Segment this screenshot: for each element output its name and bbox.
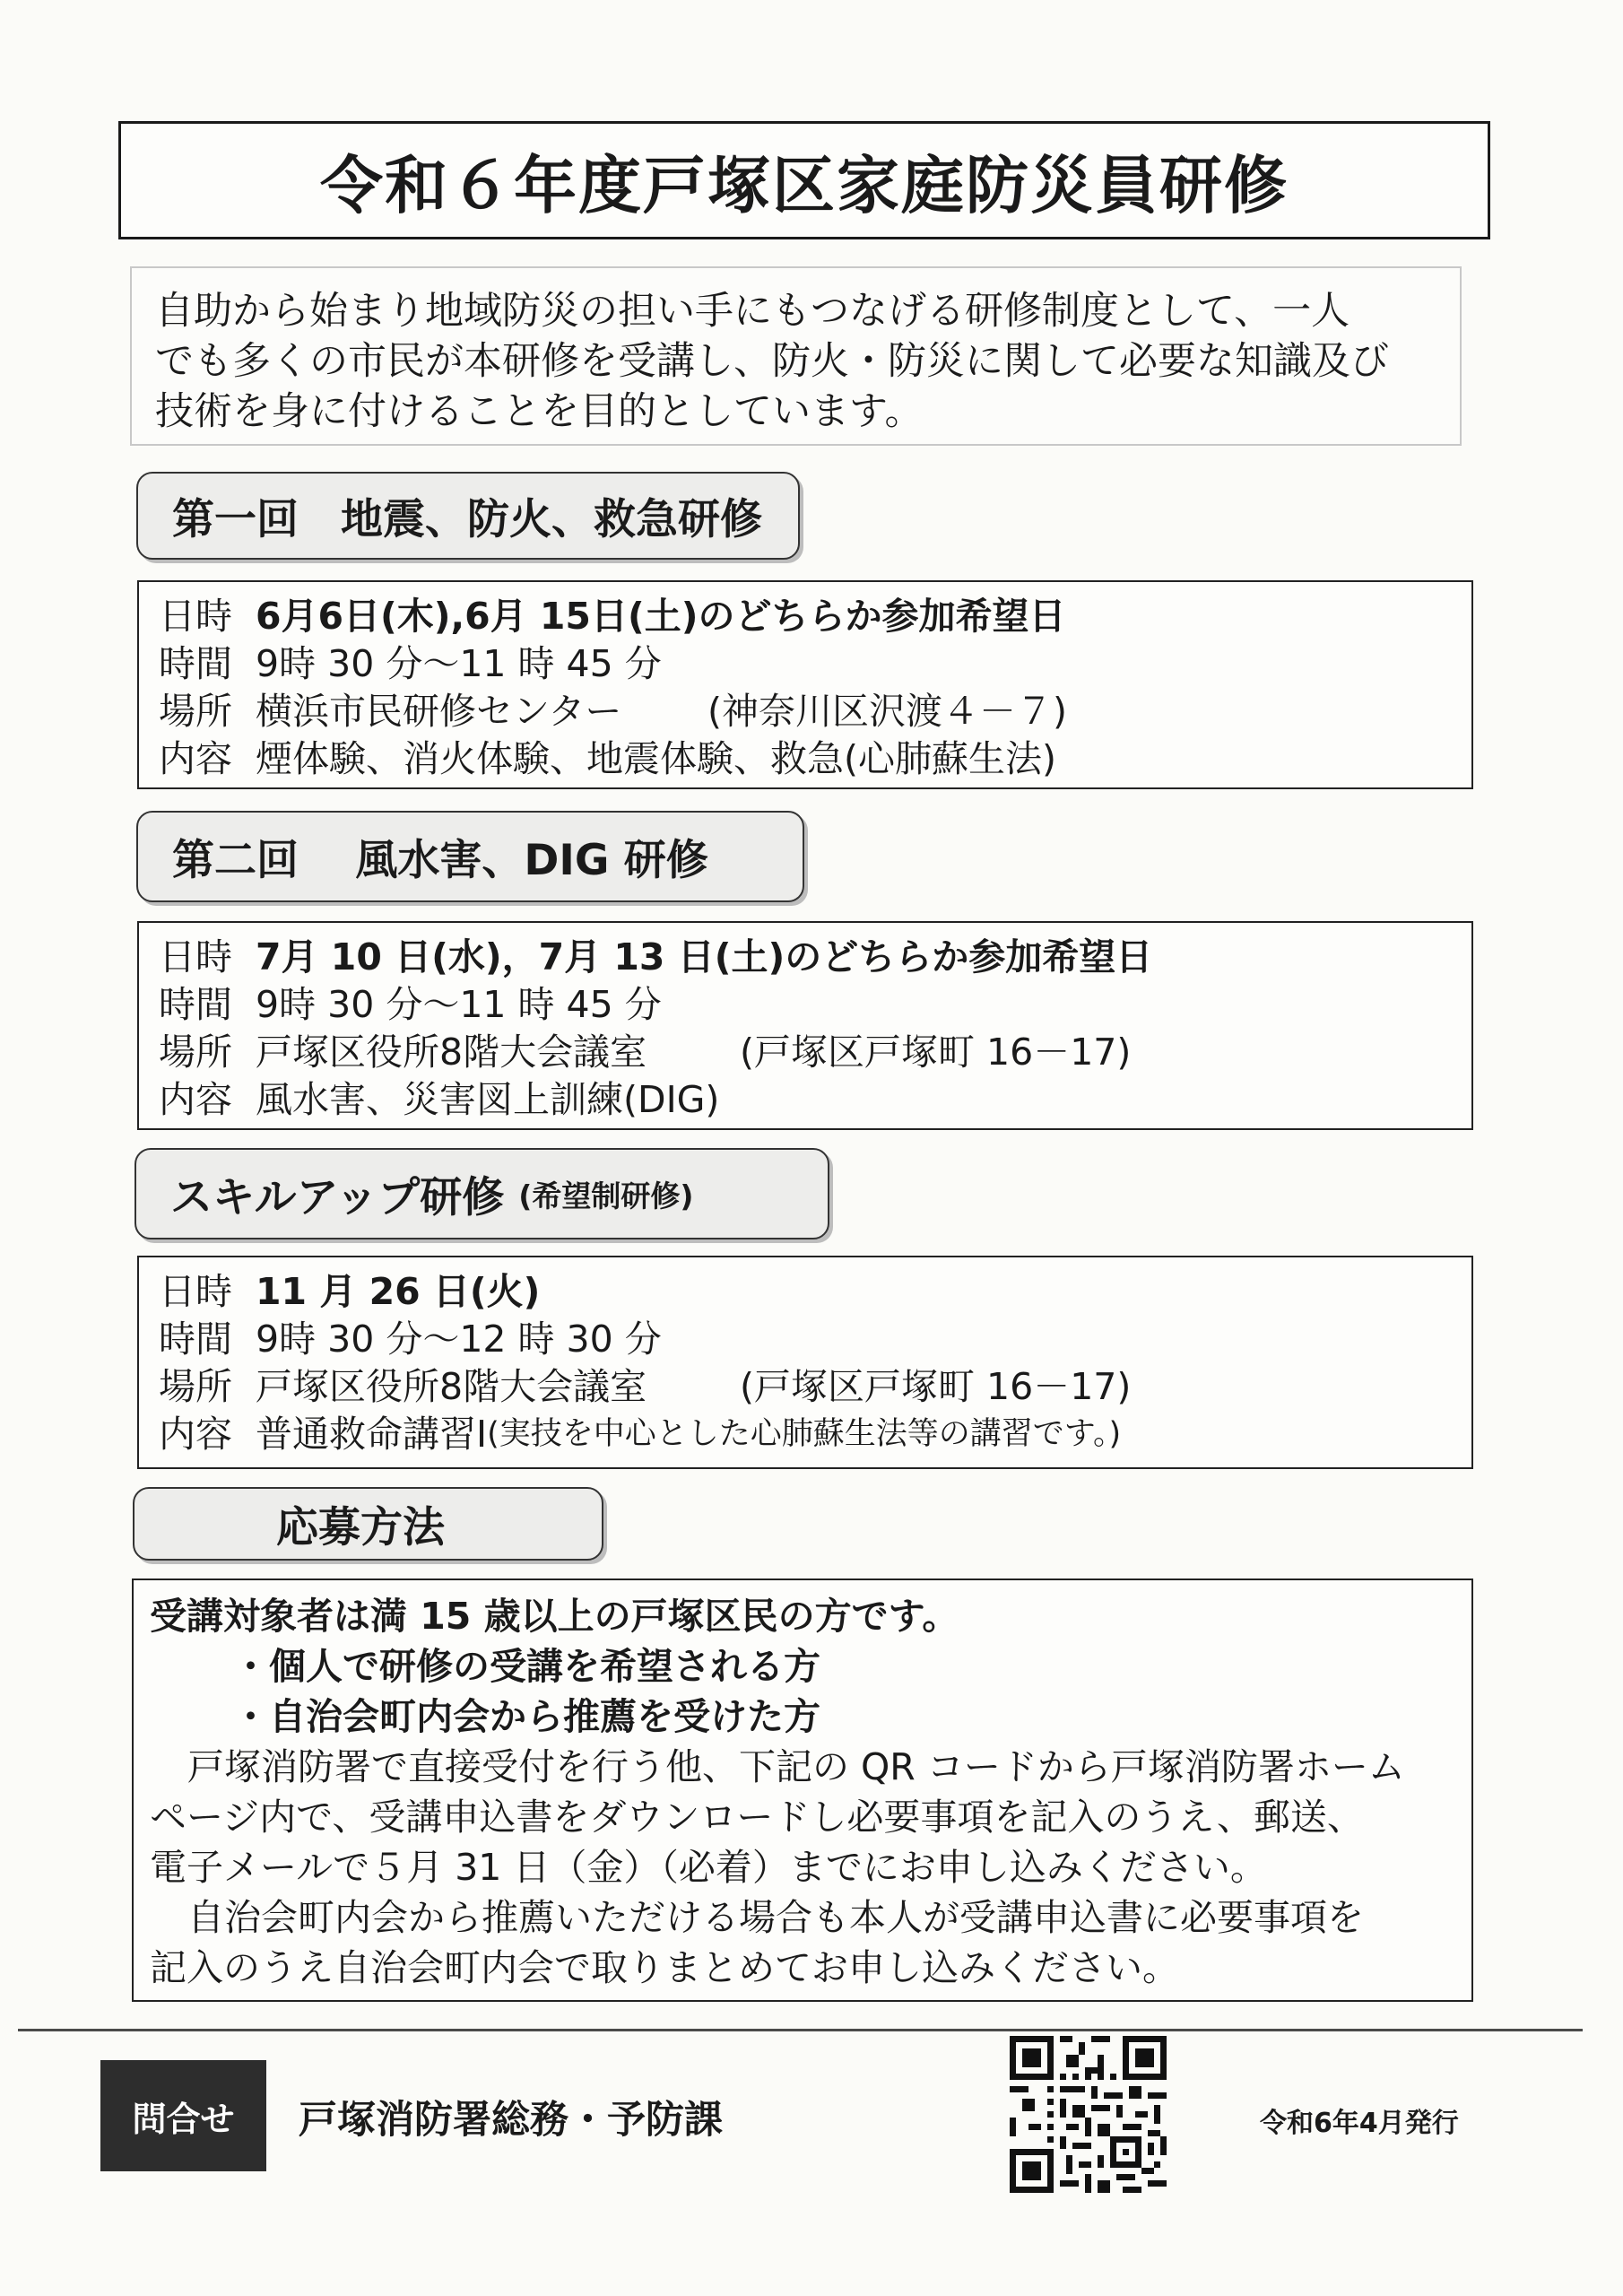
session1-heading-text: 第一回 地震、防火、救急研修: [172, 494, 762, 544]
place-label: 場所: [159, 690, 232, 733]
content-label: 内容: [159, 737, 232, 780]
qr-code-icon[interactable]: [1010, 2036, 1167, 2193]
apply-paragraph-line: 戸塚消防署で直接受付を行う他、下記の QR コードから戸塚消防署ホーム: [187, 1745, 1405, 1788]
session1-time-row: [159, 640, 1471, 688]
apply-heading-text: 応募方法: [276, 1502, 445, 1552]
skillup-place: 戸塚区役所8階大会議室: [256, 1365, 647, 1408]
page-title: 令和６年度戸塚区家庭防災員研修: [320, 148, 1289, 222]
session1-heading: [136, 472, 800, 560]
intro-line: 技術を身に付けることを目的としています。: [155, 389, 924, 434]
session1-content-row: [159, 735, 1471, 783]
session2-address: (戸塚区戸塚町 16－17): [740, 1031, 1132, 1074]
apply-target: 受講対象者は満 15 歳以上の戸塚区民の方です。: [150, 1595, 959, 1638]
time-label: 時間: [159, 1318, 232, 1361]
session2-details: [137, 921, 1473, 1130]
skillup-heading-text: スキルアップ研修: [170, 1172, 505, 1222]
skillup-place-row: [159, 1363, 1471, 1411]
apply-paragraph-line: ページ内で、受講申込書をダウンロードし必要事項を記入のうえ、郵送、: [150, 1796, 1364, 1839]
issue-date: 令和6年4月発行: [1260, 2108, 1459, 2139]
place-label: 場所: [159, 1031, 232, 1074]
intro-line: でも多くの市民が本研修を受講し、防火・防災に関して必要な知識及び: [155, 339, 1389, 384]
date-label: 日時: [159, 935, 232, 978]
intro-box: [130, 266, 1462, 446]
skillup-address: (戸塚区戸塚町 16－17): [740, 1365, 1132, 1408]
date-label: 日時: [159, 1270, 232, 1313]
apply-details: [132, 1578, 1473, 2002]
session1-details: [137, 580, 1473, 789]
apply-bullet: ・自治会町内会から推薦を受けた方: [232, 1695, 820, 1738]
apply-bullet: ・個人で研修の受講を希望される方: [232, 1645, 820, 1688]
session2-time-row: [159, 981, 1471, 1029]
session2-time: 9時 30 分～11 時 45 分: [256, 983, 662, 1026]
skillup-content-row: [159, 1411, 1471, 1458]
skillup-time: 9時 30 分～12 時 30 分: [256, 1318, 662, 1361]
session1-date-row: [159, 593, 1471, 640]
time-label: 時間: [159, 983, 232, 1026]
apply-paragraph-line: 記入のうえ自治会町内会で取りまとめてお申し込みください。: [150, 1946, 1179, 1989]
title-box: [118, 121, 1490, 239]
skillup-time-row: [159, 1316, 1471, 1363]
content-label: 内容: [159, 1413, 232, 1456]
intro-line: 自助から始まり地域防災の担い手にもつなげる研修制度として、一人: [155, 289, 1350, 334]
session1-date: 6月6日(木),6月 15日(土)のどちらか参加希望日: [256, 595, 1066, 638]
session2-heading-text: 第二回 風水害、DIG 研修: [172, 835, 708, 885]
session1-content: 煙体験、消火体験、地震体験、救急(心肺蘇生法): [256, 737, 1056, 780]
skillup-content: 普通救命講習Ⅰ: [256, 1413, 488, 1456]
place-label: 場所: [159, 1365, 232, 1408]
time-label: 時間: [159, 642, 232, 685]
session2-date: 7月 10 日(水)，7月 13 日(土)のどちらか参加希望日: [256, 935, 1153, 978]
skillup-heading-sub: (希望制研修): [518, 1178, 694, 1213]
skillup-date: 11 月 26 日(火): [256, 1270, 541, 1313]
apply-paragraph-line: 自治会町内会から推薦いただける場合も本人が受講申込書に必要事項を: [187, 1896, 1364, 1939]
skillup-date-row: [159, 1268, 1471, 1316]
content-label: 内容: [159, 1078, 232, 1121]
session2-heading: [136, 811, 804, 902]
contact-badge: [100, 2060, 266, 2171]
skillup-details: [137, 1256, 1473, 1469]
session2-date-row: [159, 934, 1471, 981]
session2-place: 戸塚区役所8階大会議室: [256, 1031, 647, 1074]
session1-place: 横浜市民研修センター: [256, 690, 622, 733]
skillup-content-note: (実技を中心とした心肺蘇生法等の講習です。): [487, 1416, 1122, 1452]
contact-department: 戸塚消防署総務・予防課: [299, 2098, 723, 2143]
apply-heading: [133, 1487, 603, 1561]
session1-time: 9時 30 分～11 時 45 分: [256, 642, 662, 685]
apply-paragraph-line: 電子メールで５月 31 日（金）（必着）までにお申し込みください。: [150, 1846, 1267, 1889]
date-label: 日時: [159, 595, 232, 638]
session1-place-row: [159, 688, 1471, 735]
footer-divider: [18, 2029, 1583, 2031]
contact-label: 問合せ: [132, 2099, 235, 2139]
session2-content-row: [159, 1076, 1471, 1124]
skillup-heading: [135, 1148, 829, 1239]
session2-place-row: [159, 1029, 1471, 1076]
session2-content: 風水害、災害図上訓練(DIG): [256, 1078, 720, 1121]
session1-address: (神奈川区沢渡４－７): [707, 690, 1067, 733]
